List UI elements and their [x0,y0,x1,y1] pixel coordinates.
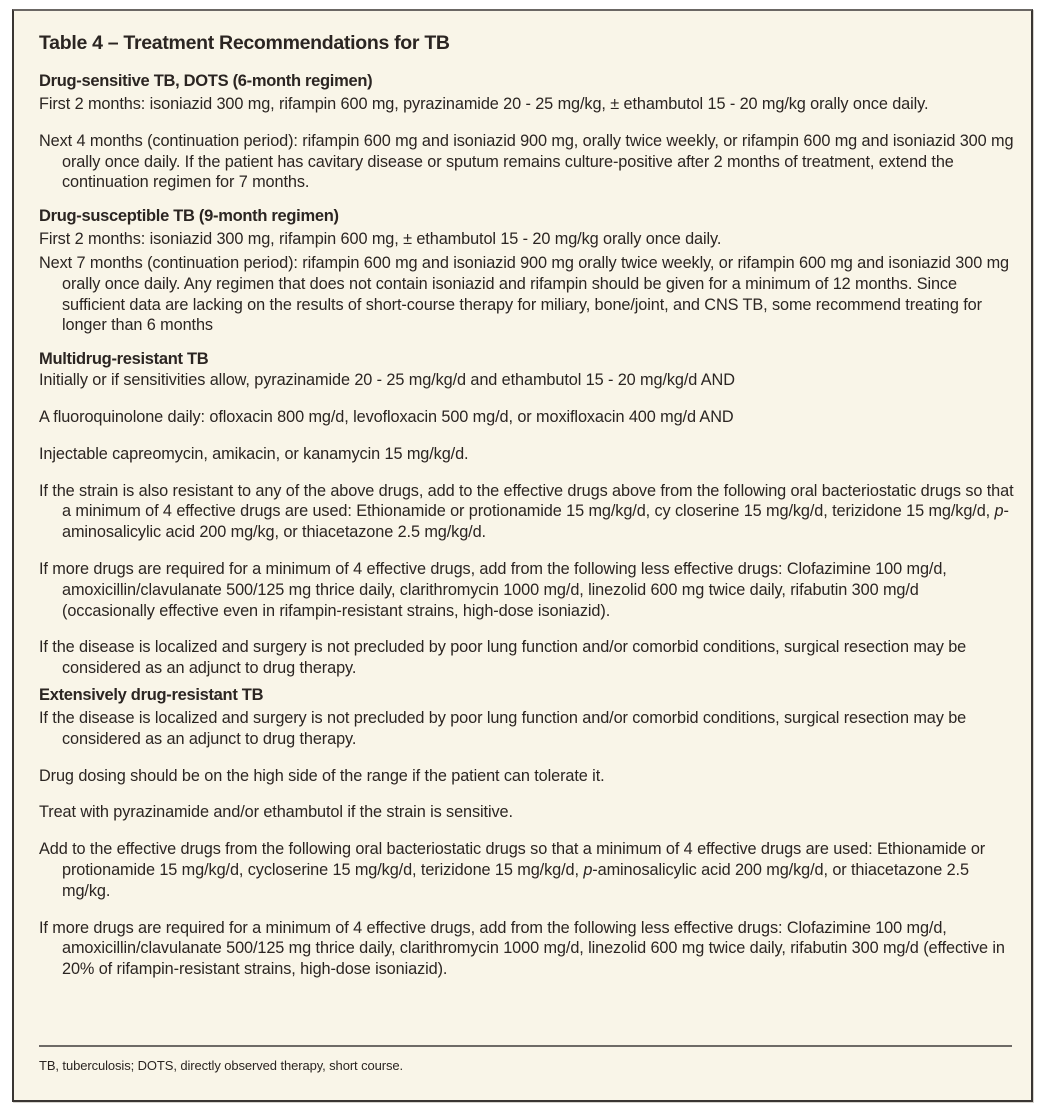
footnote-divider [39,1045,1012,1047]
list-item: Treat with pyrazinamide and/or ethambutol if the strain is sensitive. [39,803,513,822]
table-content [39,31,1014,980]
list-item: First 2 months: isoniazid 300 mg, rifampin 600 mg, ± ethambutol 15 - 20 mg/kg orally once daily. [39,230,722,249]
section-drug-sensitive [39,70,1014,193]
list-item: Next 7 months (continuation period): rifampin 600 mg and isoniazid 900 mg orally twice weekly, or rifampin 600 mg and isoniazid 300 mg orally once daily. Any regimen that does not contain isoniazid and rifampin should be given for a minimum of 12 months. Since sufficient data are lacking on the results of short-course therapy for miliary, bone/joint, and CNS TB, some recommend treating for longer than 6 months [39,253,1010,335]
item-text-italic: p [583,860,593,879]
list-item: Next 4 months (continuation period): rifampin 600 mg and isoniazid 900 mg, orally twice weekly, or rifampin 600 mg and isoniazid 300 mg orally once daily. If the patient has cavitary disease or sputum remains culture-positive after 2 months of treatment, extend the continuation regimen for 7 months. [39,131,1014,192]
list-item: Drug dosing should be on the high side of the range if the patient can tolerate it. [39,766,605,785]
section-heading: Extensively drug-resistant TB [39,685,264,704]
section-extensively-drug-resistant [39,684,1014,980]
section-heading: Multidrug-resistant TB [39,350,209,369]
list-item: Injectable capreomycin, amikacin, or kanamycin 15 mg/kg/d. [39,444,469,463]
item-text: Add to the effective drugs from the following oral bacteriostatic drugs so that a minimum of 4 effective drugs are used: Ethionamide or protionamide 15 mg/kg/d, cycloserine 15 mg/kg/d, terizidone 15 mg/kg/d, [39,840,986,879]
table-container [12,9,1033,1102]
list-item: If the disease is localized and surgery is not precluded by poor lung function and/or comorbid conditions, surgical resection may be considered as an adjunct to drug therapy. [39,638,967,678]
item-text: -aminosalicylic acid 200 mg/kg/d, or thiacetazone 2.5 mg/kg. [62,860,969,900]
list-item: If more drugs are required for a minimum of 4 effective drugs, add from the following less effective drugs: Clofazimine 100 mg/d, amoxicillin/clavulanate 500/125 mg thrice daily, clarithromycin 1000 mg/d, linezolid 600 mg twice daily, rifabutin 300 mg/d (effective in 20% of rifampin-resistant strains, high-dose isoniazid). [39,918,1005,979]
section-multidrug-resistant [39,348,1014,679]
table-title: Table 4 – Treatment Recommendations for TB [39,32,450,54]
list-item: A fluoroquinolone daily: ofloxacin 800 mg/d, levofloxacin 500 mg/d, or moxifloxacin 400 mg/d AND [39,407,734,426]
list-item: Initially or if sensitivities allow, pyrazinamide 20 - 25 mg/kg/d and ethambutol 15 - 20 mg/kg/d AND [39,371,735,390]
footnote: TB, tuberculosis; DOTS, directly observed therapy, short course. [39,1058,404,1073]
item-text: If the strain is also resistant to any of the above drugs, add to the effective drugs above from the following oral bacteriostatic drugs so that a minimum of 4 effective drugs are used: Ethionamide or protionamide 15 mg/kg/d, cy closerine 15 mg/kg/d, terizidone 15 mg/kg/d, [39,481,1014,521]
list-item [39,481,1014,543]
list-item: If the disease is localized and surgery is not precluded by poor lung function and/or comorbid conditions, surgical resection may be considered as an adjunct to drug therapy. [39,708,967,748]
item-text: -aminosalicylic acid 200 mg/kg, or thiacetazone 2.5 mg/kg/d. [62,502,1009,542]
item-text-italic: p [994,502,1004,521]
list-item [39,839,1014,901]
list-item: If more drugs are required for a minimum of 4 effective drugs, add from the following less effective drugs: Clofazimine 100 mg/d, amoxicillin/clavulanate 500/125 mg thrice daily, clarithromycin 1000 mg/d, linezolid 600 mg twice daily, rifabutin 300 mg/d (occasionally effective even in rifampin-resistant strains, high-dose isoniazid). [39,559,947,620]
section-heading: Drug-susceptible TB (9-month regimen) [39,207,339,226]
list-item: First 2 months: isoniazid 300 mg, rifampin 600 mg, pyrazinamide 20 - 25 mg/kg, ± ethambutol 15 - 20 mg/kg orally once daily. [39,95,929,113]
section-drug-susceptible [39,205,1014,336]
section-heading: Drug-sensitive TB, DOTS (6-month regimen) [39,72,373,90]
